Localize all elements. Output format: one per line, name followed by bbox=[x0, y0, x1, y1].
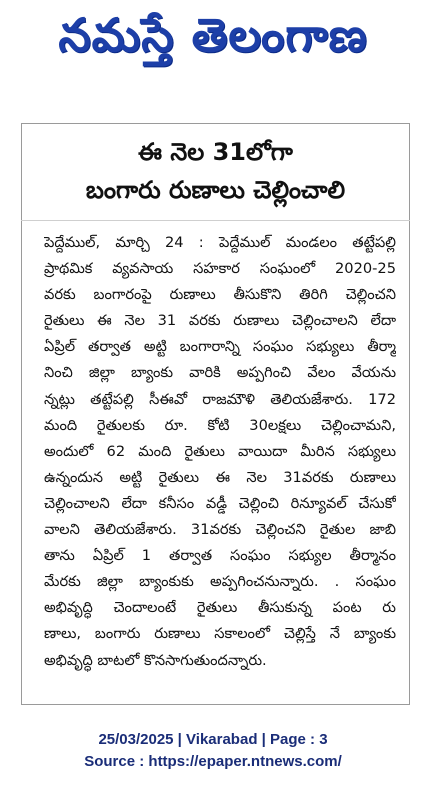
article-body-line: ణాలు, బంగారు రుణాలు సకాలంలో చెల్లిస్తే నే బ్యాంకు bbox=[44, 625, 396, 643]
article-body-line: పెద్దేముల్, మార్చి 24 : పెద్దేముల్ మండలం తట్టేపల్లి bbox=[44, 234, 396, 251]
headline-divider bbox=[21, 220, 410, 221]
masthead-title: నమస్తే తెలంగాణ bbox=[58, 8, 368, 62]
article-body-line: న్నట్లు తట్టేపల్లి సీఈవో రాజమౌళి తెలియజేశారు. 172 bbox=[44, 390, 396, 408]
edition-info: 25/03/2025 | Vikarabad | Page : 3 bbox=[98, 731, 328, 748]
article-body-line: రైతులు ఈ నెల 31 వరకు రుణాలు చెల్లించాలని లేదా bbox=[44, 312, 396, 330]
article-body-line: మేరకు జిల్లా బ్యాంకుకు అప్పగించనున్నారు. . సంఘం bbox=[44, 573, 396, 591]
article-body-line: అభివృద్ధి చెందాలంటే రైతులు తీసుకున్న పంట రు bbox=[44, 599, 396, 617]
article-headline-line-1: ఈ నెల 31లోగా bbox=[138, 138, 293, 166]
article-body-line: తాను ఏప్రిల్ 1 తర్వాత సంఘం సభ్యుల తీర్మానం bbox=[44, 547, 396, 565]
article-body-line: నించి జిల్లా బ్యాంకు వారికి అప్పగించి వేలం వేయను bbox=[44, 364, 396, 382]
article-body-line: అభివృద్ధి బాటలో కొనసాగుతుందన్నారు. bbox=[44, 651, 267, 669]
article-body-line: ఉన్నందున అట్టి రైతులు ఈ నెల 31వరకు రుణాలు bbox=[44, 468, 396, 486]
article-body-line: వాలని తెలియజేశారు. 31వరకు చెల్లించని రైతుల జాబి bbox=[44, 521, 396, 539]
article-body bbox=[44, 230, 396, 674]
article-body-line: మంది రైతులకు రూ. కోటి 30లక్షలు చెల్లించామని, bbox=[44, 416, 396, 434]
article-body-line: అందులో 62 మంది రైతులు వాయిదా మీరిన సభ్యులు bbox=[44, 442, 396, 460]
article-body-line: వరకు బంగారంపై రుణాలు తీసుకొని తిరిగి చెల్లించని bbox=[44, 286, 396, 304]
article-body-line: ఏప్రిల్ తర్వాత అట్టి బంగారాన్ని సంఘం సభ్యులు తీర్మా bbox=[44, 338, 396, 356]
article-body-line: చెల్లించాలని లేదా కనీసం వడ్డీ చెల్లించి రిన్యూవల్ చేసుకో bbox=[44, 494, 396, 512]
article-headline-line-2: బంగారు రుణాలు చెల్లించాలి bbox=[85, 176, 346, 204]
article-body-line: ప్రాథమిక వ్యవసాయ సహకార సంఘంలో 2020-25 bbox=[44, 260, 396, 278]
masthead-logo bbox=[6, 2, 420, 80]
source-link[interactable]: Source : https://epaper.ntnews.com/ bbox=[84, 753, 342, 770]
